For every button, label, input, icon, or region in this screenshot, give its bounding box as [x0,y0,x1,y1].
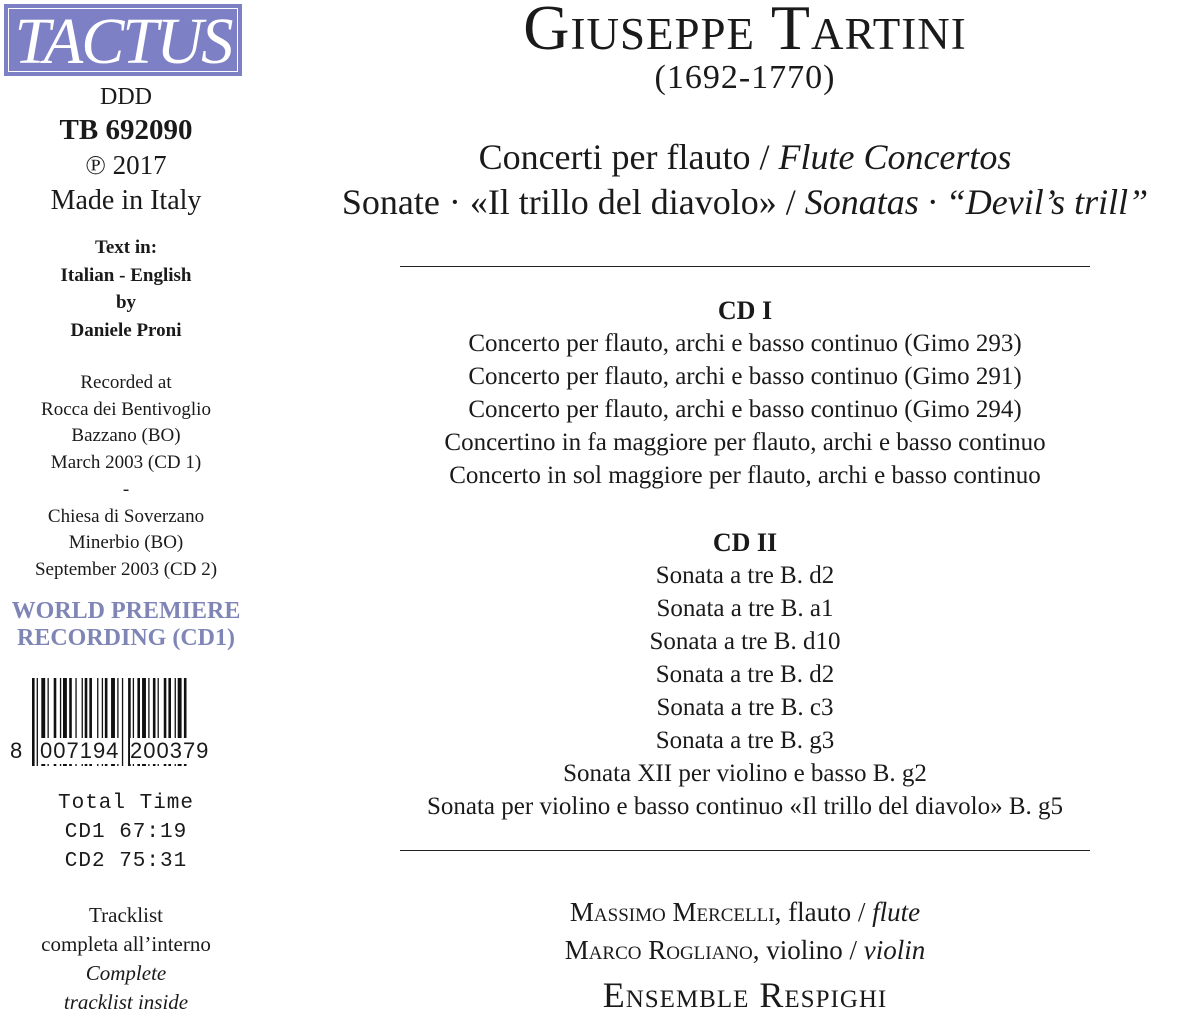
recorded-line: Recorded at [80,372,172,393]
track-item: Concerto per flauto, archi e basso continuo (Gimo 294) [468,396,1022,423]
cd1-section [290,294,1200,492]
barcode-digits-right: 200379 [130,738,210,763]
text-author: Daniele Proni [70,319,182,341]
divider [400,850,1090,851]
phonogram-year: ℗ 2017 [85,150,167,180]
note-line: Complete [85,961,167,985]
track-item: Concertino in fa maggiore per flauto, archi e basso continuo [444,429,1046,456]
recorded-line: Minerbio (BO) [68,532,184,554]
composer-dates: (1692-1770) [654,59,836,96]
divider [400,266,1090,267]
note-line: tracklist inside [63,990,189,1014]
cd2-title: CD II [712,528,778,557]
subtitle-en: Sonatas · “Devil’s trill” [804,182,1149,222]
subtitle-concertos [290,135,1200,180]
text-in-label: Text in: [94,237,158,258]
performer-name: Massimo Mercelli [569,897,775,927]
premiere-line: RECORDING (CD1) [17,625,235,651]
total-time-label: Total Time [57,792,195,815]
performer-role-en: flute [872,897,921,927]
total-time [0,789,252,876]
performer-role-en: violin [863,935,926,965]
barcode-bar [37,678,38,766]
track-item: Sonata a tre B. a1 [656,595,834,622]
recorded-line: Chiesa di Soverzano [47,505,205,527]
subtitle-it: Sonate · «Il trillo del diavolo» / [341,182,805,222]
ensemble-name: Ensemble Respighi [602,975,888,1015]
performer-role: , flauto / [774,897,873,927]
text-languages: Italian - English [60,264,192,286]
barcode [10,678,222,766]
track-item: Sonata per violino e basso continuo «Il trillo del diavolo» B. g5 [426,793,1064,820]
format: DDD [100,84,152,110]
tracklist-note [0,901,252,1017]
tactus-logo [4,4,242,76]
note-line: completa all’interno [41,932,211,956]
recording-info [0,370,252,584]
performer-role: , violino / [752,935,864,965]
premiere-line: WORLD PREMIERE [11,598,241,624]
origin: Made in Italy [50,185,202,216]
recorded-line: September 2003 (CD 2) [34,558,218,580]
performer-name: Marco Rogliano [564,935,753,965]
barcode-digits-left: 007194 [40,738,120,763]
cd1-time: CD1 67:19 [64,821,188,844]
recorded-line: March 2003 (CD 1) [50,452,202,474]
track-item: Concerto per flauto, archi e basso continuo (Gimo 291) [468,363,1022,390]
performer-violin [290,931,1200,969]
subtitle-it: Concerti per flauto / [478,137,779,177]
barcode-bar [32,678,35,766]
world-premiere-badge [0,598,252,652]
text-language-info [0,234,252,344]
track-item: Sonata a tre B. d10 [649,628,841,655]
performers [290,893,1200,969]
composer-name: Giuseppe Tartini [523,0,967,63]
cd2-time: CD2 75:31 [64,850,188,873]
cd2-section [290,526,1200,823]
track-item: Sonata XII per violino e basso B. g2 [563,760,927,787]
cd1-title: CD I [717,296,773,325]
barcode-bar [122,678,123,766]
recorded-line: Rocca dei Bentivoglio [41,398,211,420]
track-item: Concerto in sol maggiore per flauto, archi e basso continuo [449,462,1041,489]
recorded-line: Bazzano (BO) [71,425,181,447]
track-item: Concerto per flauto, archi e basso continuo (Gimo 293) [468,330,1022,357]
track-item: Sonata a tre B. c3 [656,694,834,721]
track-item: Sonata a tre B. g3 [655,727,835,754]
text-by: by [115,292,137,313]
recorded-line: - [122,478,130,500]
note-line: Tracklist [89,903,163,927]
release-info [0,82,252,220]
subtitle-en: Flute Concertos [778,137,1012,177]
performer-flute [290,893,1200,931]
track-item: Sonata a tre B. d2 [655,562,835,589]
barcode-digit-first: 8 [10,738,23,763]
subtitle-sonatas [290,180,1200,225]
track-item: Sonata a tre B. d2 [655,661,835,688]
logo-text: TACTUS [14,5,232,78]
catalog-number: TB 692090 [59,114,193,146]
